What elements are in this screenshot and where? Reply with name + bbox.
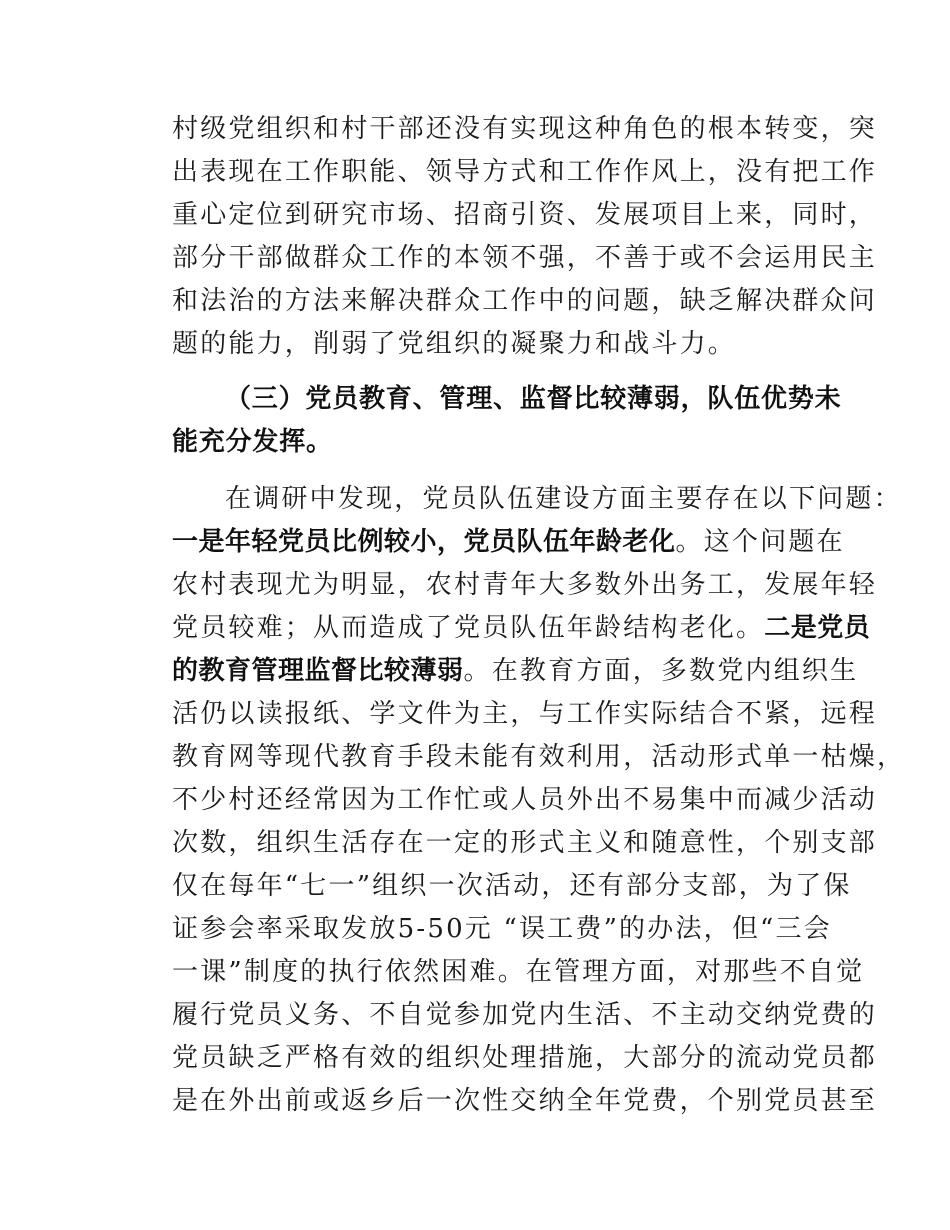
paragraph-line: 履行党员义务、不自觉参加党内生活、不主动交纳党费的 [172, 1000, 878, 1030]
paragraph-line: 村级党组织和村干部还没有实现这种角色的根本转变，突 [172, 114, 878, 144]
paragraph-line: 一课”制度的执行依然困难。在管理方面，对那些不自觉 [172, 957, 865, 987]
paragraph-line: 出表现在工作职能、领导方式和工作作风上，没有把工作 [172, 157, 878, 187]
paragraph-line [172, 608, 871, 648]
emphasis-text: 一是年轻党员比例较小，党员队伍年龄老化 [172, 527, 676, 557]
paragraph-line: 次数，组织生活存在一定的形式主义和随意性，个别支部 [172, 828, 878, 858]
paragraph-text: 。在教育方面，多数党内组织生 [463, 656, 859, 686]
paragraph-line: 是在外出前或返乡后一次性交纳全年党费，个别党员甚至 [172, 1086, 878, 1116]
paragraph-line: 不少村还经常因为工作忙或人员外出不易集中而减少活动 [172, 785, 878, 815]
paragraph-line [172, 522, 845, 562]
paragraph-text: 党员较难；从而造成了党员队伍年龄结构老化。 [172, 613, 765, 643]
paragraph-line: 仅在每年“七一”组织一次活动，还有部分支部，为了保 [172, 871, 852, 901]
paragraph-line: 党员缺乏严格有效的组织处理措施，大部分的流动党员都 [172, 1043, 878, 1073]
paragraph-line: 教育网等现代教育手段未能有效利用，活动形式单一枯燥， [172, 742, 906, 772]
paragraph-line: 活仍以读报纸、学文件为主，与工作实际结合不紧，远程 [172, 699, 878, 729]
paragraph-line [172, 651, 859, 691]
paragraph-line: 在调研中发现，党员队伍建设方面主要存在以下问题： [225, 484, 902, 514]
paragraph-line: 部分干部做群众工作的本领不强，不善于或不会运用民主 [172, 243, 878, 273]
section-heading-continued: 能充分发挥。 [172, 427, 333, 457]
paragraph-text: 。这个问题在 [675, 527, 845, 557]
paragraph-line: 和法治的方法来解决群众工作中的问题，缺乏解决群众问 [172, 286, 878, 316]
paragraph-line: 农村表现尤为明显，农村青年大多数外出务工，发展年轻 [172, 570, 878, 600]
paragraph-line: 重心定位到研究市场、招商引资、发展项目上来，同时， [172, 200, 878, 230]
paragraph-line: 题的能力，削弱了党组织的凝聚力和战斗力。 [172, 329, 737, 359]
emphasis-text: 二是党员 [764, 613, 871, 643]
section-heading: （三）党员教育、管理、监督比较薄弱，队伍优势未 [225, 384, 842, 414]
paragraph-line: 证参会率采取发放5-50元 “误工费”的办法，但“三会 [172, 914, 832, 944]
emphasis-text: 的教育管理监督比较薄弱 [172, 656, 464, 686]
